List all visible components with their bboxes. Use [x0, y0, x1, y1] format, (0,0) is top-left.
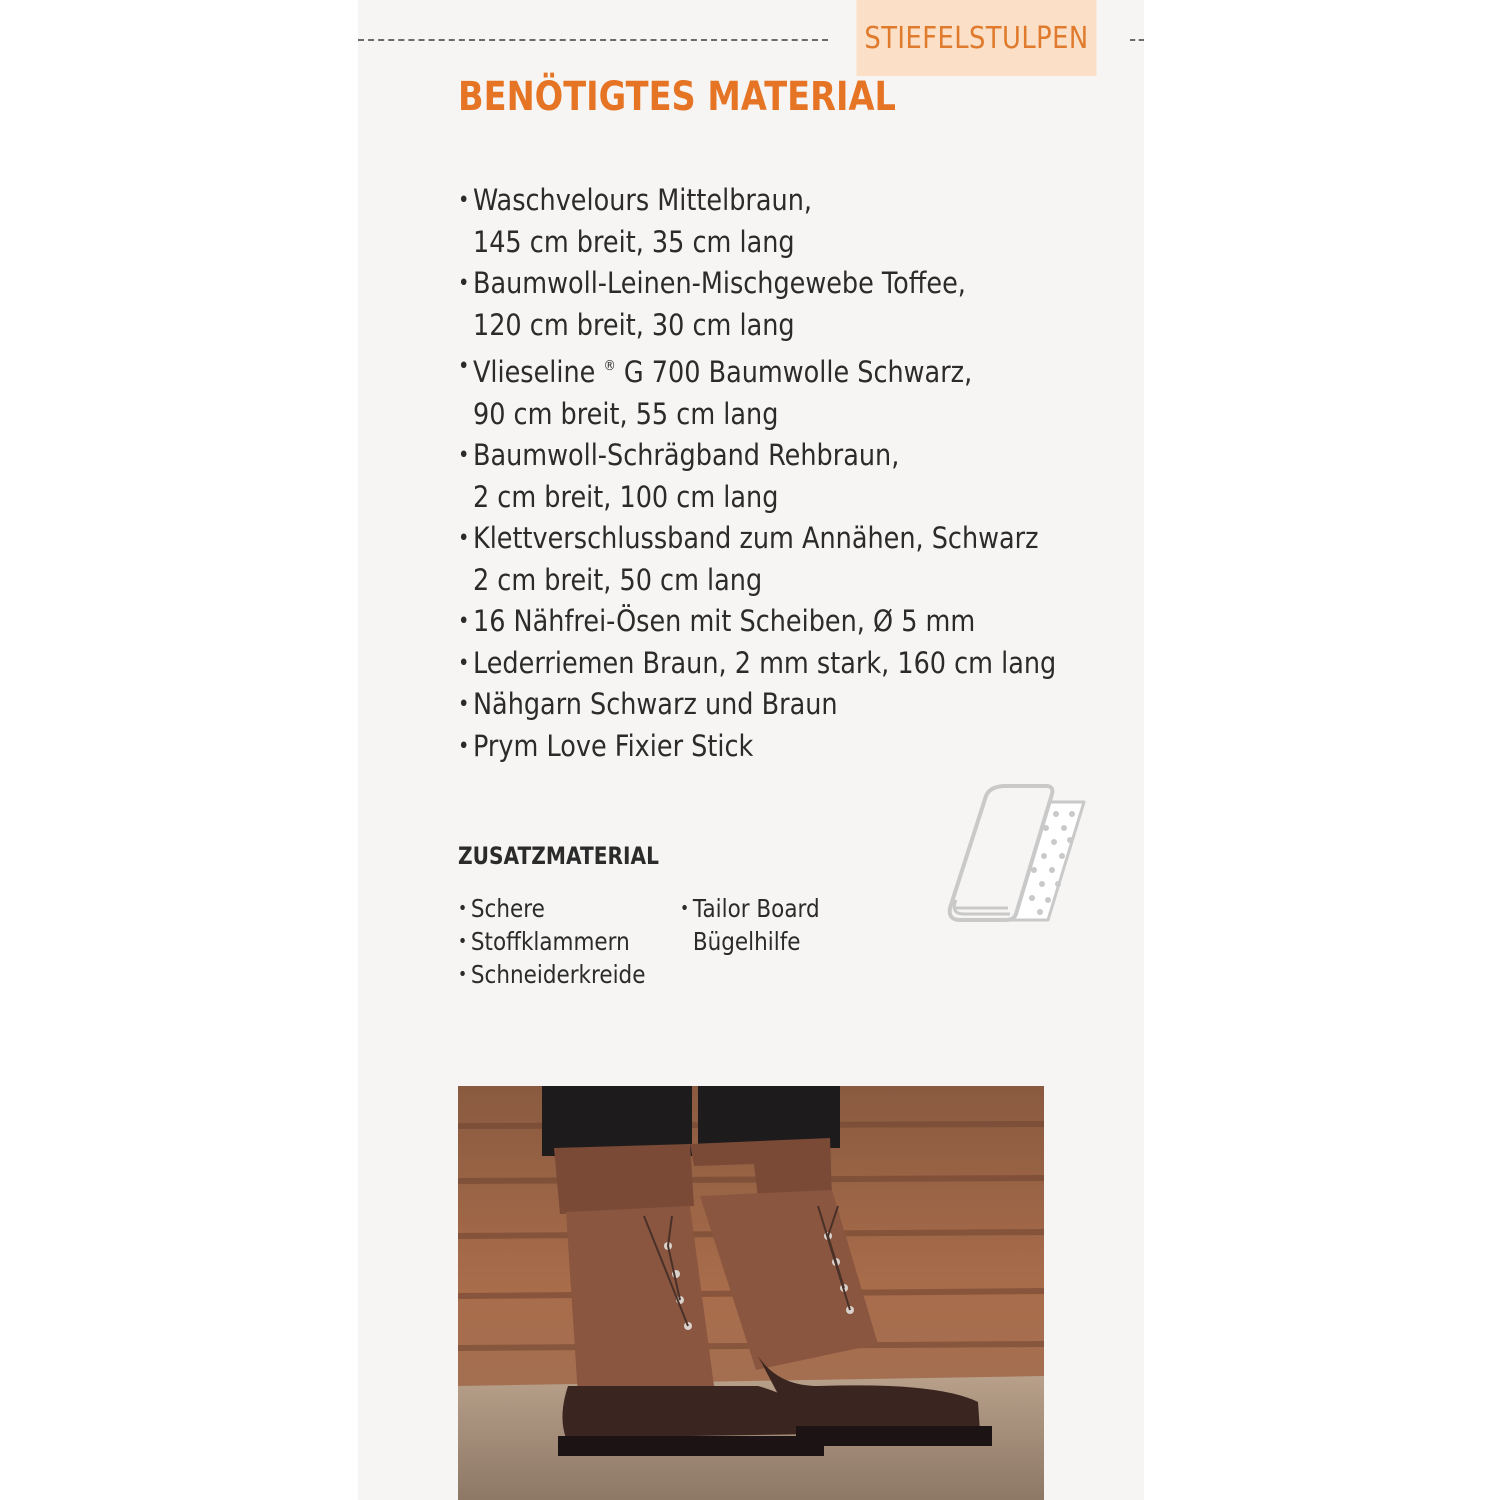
dashed-divider-right	[1130, 39, 1144, 41]
list-item-line: 90 cm breit, 55 cm lang	[472, 396, 779, 431]
list-item-line: • Prym Love Fixier Stick	[472, 728, 754, 763]
list-item-line: 2 cm breit, 50 cm lang	[472, 562, 763, 597]
brand-name: Vlieseline	[472, 355, 596, 389]
list-item	[458, 180, 1056, 263]
list-item-line: • Klettverschlussband zum Annähen, Schwarz	[472, 521, 1039, 555]
list-item	[458, 263, 1056, 346]
list-item	[458, 346, 1056, 435]
list-item: • Schere	[458, 892, 645, 925]
list-item-line	[473, 346, 1056, 394]
list-item-line: • Tailor Board	[692, 894, 820, 923]
list-item-line: • Waschvelours Mittelbraun,	[472, 183, 812, 217]
list-item-line: • Nähgarn Schwarz und Braun	[472, 687, 838, 721]
list-item	[458, 643, 1056, 685]
list-item	[458, 601, 1056, 643]
list-item-line: 2 cm breit, 100 cm lang	[472, 479, 779, 514]
extra-material-list-left	[458, 892, 645, 991]
list-item	[458, 435, 1056, 518]
extra-material-list-right	[680, 892, 820, 958]
list-item: • Stoffklammern	[458, 925, 645, 958]
list-item-line: • Lederriemen Braun, 2 mm stark, 160 cm lang	[472, 645, 1057, 680]
list-item	[680, 892, 820, 958]
material-page	[358, 0, 1144, 1500]
fabric-roll-icon	[946, 780, 1086, 925]
material-list	[458, 180, 1056, 767]
extra-material-heading: ZUSATZMATERIAL	[458, 842, 660, 870]
section-tag: STIEFELSTULPEN	[857, 0, 1097, 76]
list-item-line: • 16 Nähfrei-Ösen mit Scheiben, Ø 5 mm	[472, 604, 976, 638]
boot-cuffs-photo	[458, 1086, 1044, 1500]
list-item-line: 120 cm breit, 30 cm lang	[472, 307, 795, 342]
list-item	[458, 518, 1056, 601]
list-item-line: 145 cm breit, 35 cm lang	[472, 224, 795, 259]
list-item-line: • Baumwoll-Leinen-Mischgewebe Toffee,	[472, 266, 966, 300]
registered-mark: ®	[603, 358, 616, 374]
product-name: G 700 Baumwolle Schwarz,	[615, 355, 973, 389]
list-item	[458, 726, 1056, 768]
list-item-line: • Baumwoll-Schrägband Rehbraun,	[472, 438, 900, 472]
list-item: • Schneiderkreide	[458, 958, 645, 991]
page-title: BENÖTIGTES MATERIAL	[458, 74, 896, 120]
list-item-line: Bügelhilfe	[692, 927, 801, 956]
dashed-divider-left	[358, 39, 828, 41]
list-item	[458, 684, 1056, 726]
